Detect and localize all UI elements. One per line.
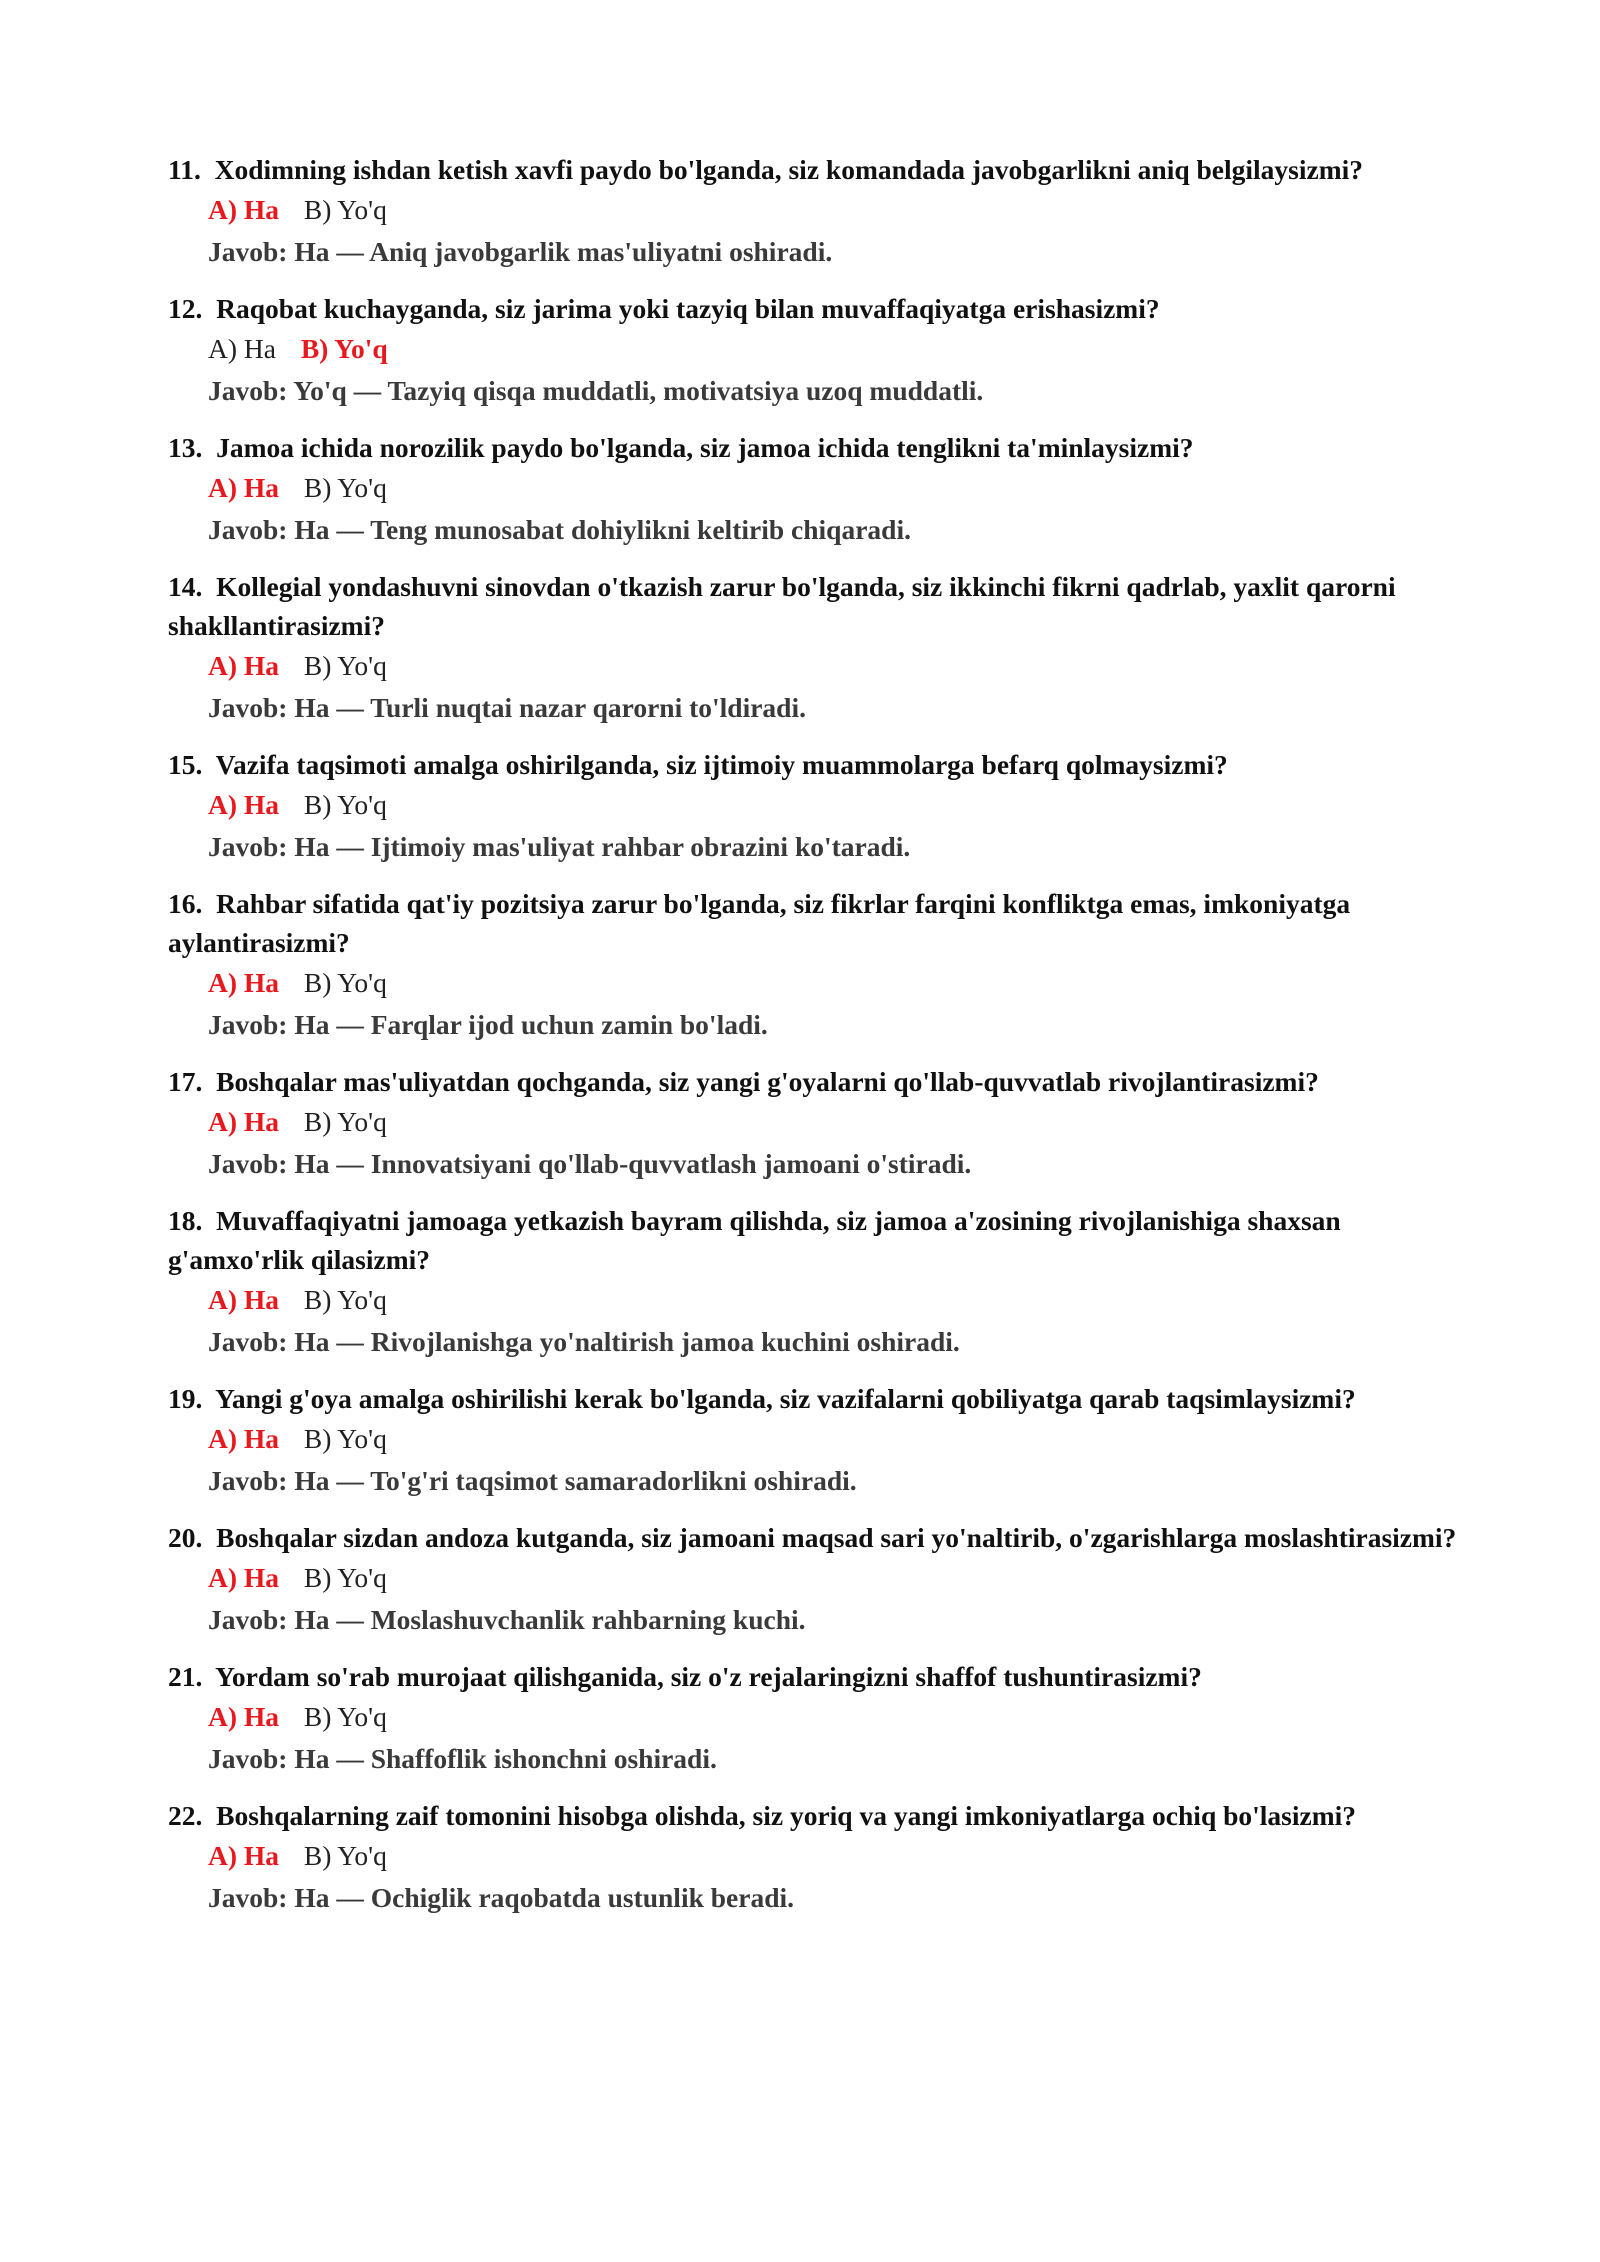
answer-explanation: Javob: Ha — Moslashuvchanlik rahbarning kuchi. (208, 1604, 806, 1635)
question-text (168, 1518, 1468, 1557)
question-number: 11. (168, 154, 201, 185)
option-a: A) Ha (208, 1284, 280, 1315)
answer-explanation: Javob: Yo'q — Tazyiq qisqa muddatli, motivatsiya uzoq muddatli. (208, 375, 984, 406)
answer-options (168, 1557, 1468, 1599)
answer-explanation: Javob: Ha — Rivojlanishga yo'naltirish jamoa kuchini oshiradi. (208, 1326, 960, 1357)
question-body: Yordam so'rab murojaat qilishganida, siz o'z rejalaringizni shaffof tushuntirasizmi? (215, 1661, 1202, 1692)
answer-options (168, 1101, 1468, 1143)
question-text (168, 884, 1468, 962)
answer-explanation: Javob: Ha — Ochiglik raqobatda ustunlik beradi. (208, 1882, 795, 1913)
option-b: B) Yo'q (303, 472, 387, 503)
option-b: B) Yo'q (303, 194, 387, 225)
question-number: 19. (168, 1383, 203, 1414)
question-block (168, 567, 1468, 729)
option-b: B) Yo'q (303, 650, 387, 681)
question-body: Vazifa taqsimoti amalga oshirilganda, siz ijtimoiy muammolarga befarq qolmaysizmi? (215, 749, 1228, 780)
answer-explanation: Javob: Ha — Aniq javobgarlik mas'uliyatni oshiradi. (208, 236, 833, 267)
question-text (168, 745, 1468, 784)
question-block (168, 150, 1468, 273)
document-page (168, 150, 1468, 1935)
question-body: Jamoa ichida norozilik paydo bo'lganda, siz jamoa ichida tenglikni ta'minlaysizmi? (216, 432, 1194, 463)
question-number: 20. (168, 1522, 203, 1553)
answer-options (168, 962, 1468, 1004)
answer-explanation: Javob: Ha — Innovatsiyani qo'llab-quvvatlash jamoani o'stiradi. (208, 1148, 972, 1179)
question-block (168, 1379, 1468, 1502)
question-text (168, 150, 1468, 189)
option-a: A) Ha (208, 789, 280, 820)
answer-explanation: Javob: Ha — Turli nuqtai nazar qarorni to'ldiradi. (208, 692, 806, 723)
question-text (168, 567, 1468, 645)
question-number: 13. (168, 432, 203, 463)
question-number: 15. (168, 749, 203, 780)
question-block (168, 289, 1468, 412)
option-a: A) Ha (208, 1562, 280, 1593)
question-text (168, 1379, 1468, 1418)
option-b: B) Yo'q (303, 789, 387, 820)
question-text (168, 1657, 1468, 1696)
question-body: Boshqalar sizdan andoza kutganda, siz jamoani maqsad sari yo'naltirib, o'zgarishlarga moslashtirasizmi? (216, 1522, 1457, 1553)
question-number: 21. (168, 1661, 203, 1692)
question-body: Muvaffaqiyatni jamoaga yetkazish bayram qilishda, siz jamoa a'zosining rivojlanishiga shaxsan g'amxo'rlik qilasizmi? (168, 1205, 1341, 1275)
option-a: A) Ha (208, 1423, 280, 1454)
question-block (168, 1518, 1468, 1641)
option-b: B) Yo'q (303, 1562, 387, 1593)
option-a: A) Ha (208, 1840, 280, 1871)
question-block (168, 884, 1468, 1046)
question-block (168, 745, 1468, 868)
option-a: A) Ha (208, 472, 280, 503)
answer-options (168, 1696, 1468, 1738)
answer-options (168, 645, 1468, 687)
option-a: A) Ha (208, 650, 280, 681)
answer-explanation: Javob: Ha — Teng munosabat dohiylikni keltirib chiqaradi. (208, 514, 911, 545)
option-a: A) Ha (208, 333, 276, 364)
option-b: B) Yo'q (300, 333, 388, 364)
question-body: Boshqalar mas'uliyatdan qochganda, siz yangi g'oyalarni qo'llab-quvvatlab rivojlantirasizmi? (216, 1066, 1319, 1097)
question-number: 22. (168, 1800, 203, 1831)
question-number: 12. (168, 293, 203, 324)
option-a: A) Ha (208, 967, 280, 998)
answer-options (168, 1418, 1468, 1460)
answer-explanation: Javob: Ha — To'g'ri taqsimot samaradorlikni oshiradi. (208, 1465, 857, 1496)
question-body: Yangi g'oya amalga oshirilishi kerak bo'lganda, siz vazifalarni qobiliyatga qarab taqsimlaysizmi? (215, 1383, 1356, 1414)
question-block (168, 1657, 1468, 1780)
question-number: 17. (168, 1066, 203, 1097)
answer-options (168, 784, 1468, 826)
answer-options (168, 467, 1468, 509)
option-b: B) Yo'q (303, 1423, 387, 1454)
question-body: Boshqalarning zaif tomonini hisobga olishda, siz yoriq va yangi imkoniyatlarga ochiq bo'lasizmi? (216, 1800, 1357, 1831)
question-body: Raqobat kuchayganda, siz jarima yoki tazyiq bilan muvaffaqiyatga erishasizmi? (216, 293, 1160, 324)
answer-explanation: Javob: Ha — Farqlar ijod uchun zamin bo'ladi. (208, 1009, 768, 1040)
option-b: B) Yo'q (303, 1701, 387, 1732)
answer-options (168, 1279, 1468, 1321)
question-body: Xodimning ishdan ketish xavfi paydo bo'lganda, siz komandada javobgarlikni aniq belgilaysizmi? (214, 154, 1364, 185)
answer-options (168, 189, 1468, 231)
question-text (168, 1201, 1468, 1279)
answer-options (168, 1835, 1468, 1877)
option-a: A) Ha (208, 1106, 280, 1137)
question-number: 16. (168, 888, 203, 919)
question-text (168, 428, 1468, 467)
option-a: A) Ha (208, 1701, 280, 1732)
question-block (168, 1062, 1468, 1185)
option-b: B) Yo'q (303, 1106, 387, 1137)
question-text (168, 1796, 1468, 1835)
option-b: B) Yo'q (303, 1284, 387, 1315)
question-block (168, 1201, 1468, 1363)
question-number: 18. (168, 1205, 203, 1236)
question-body: Kollegial yondashuvni sinovdan o'tkazish zarur bo'lganda, siz ikkinchi fikrni qadrlab, yaxlit qarorni shakllantirasizmi? (168, 571, 1396, 641)
question-block (168, 1796, 1468, 1919)
question-block (168, 428, 1468, 551)
question-body: Rahbar sifatida qat'iy pozitsiya zarur bo'lganda, siz fikrlar farqini konfliktga emas, imkoniyatga aylantirasizmi? (168, 888, 1351, 958)
question-number: 14. (168, 571, 203, 602)
question-text (168, 289, 1468, 328)
option-b: B) Yo'q (303, 1840, 387, 1871)
answer-explanation: Javob: Ha — Ijtimoiy mas'uliyat rahbar obrazini ko'taradi. (208, 831, 911, 862)
option-b: B) Yo'q (303, 967, 387, 998)
option-a: A) Ha (208, 194, 280, 225)
answer-options (168, 328, 1468, 370)
question-text (168, 1062, 1468, 1101)
answer-explanation: Javob: Ha — Shaffoflik ishonchni oshiradi. (208, 1743, 717, 1774)
